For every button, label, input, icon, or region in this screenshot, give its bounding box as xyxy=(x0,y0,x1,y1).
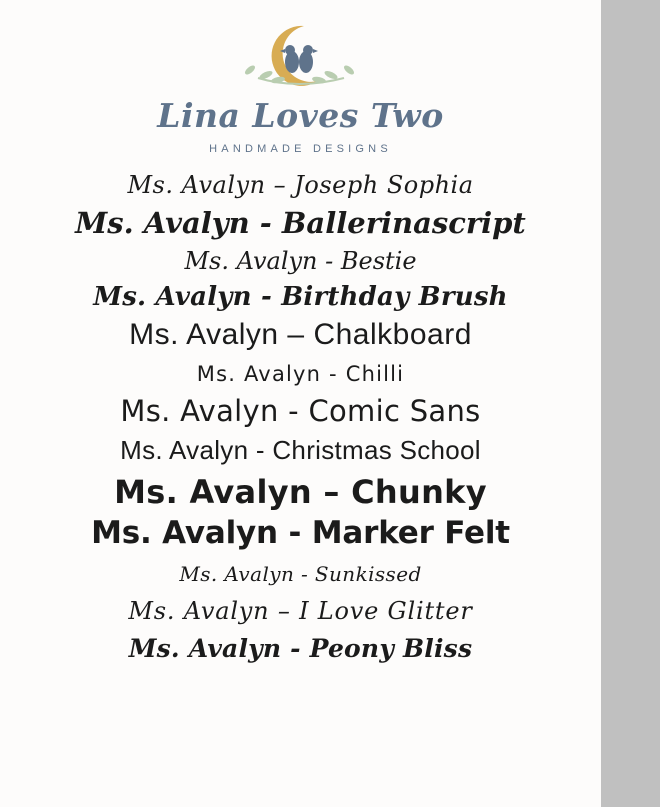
font-sample-row: Ms. Avalyn - Ballerinascript xyxy=(75,206,526,240)
page-edge-shadow xyxy=(601,0,660,807)
brand-tagline: HANDMADE DESIGNS xyxy=(209,143,392,156)
brand-logo xyxy=(0,18,601,155)
font-sample-row: Ms. Avalyn - Marker Felt xyxy=(91,515,510,551)
font-sample-row: Ms. Avalyn - Bestie xyxy=(184,247,417,275)
font-sample-list xyxy=(0,165,601,669)
brand-name: Lina Loves Two xyxy=(157,96,444,135)
font-sample-row: Ms. Avalyn – Chalkboard xyxy=(129,318,472,351)
font-sample-row: Ms. Avalyn - Comic Sans xyxy=(120,394,481,428)
font-sample-row: Ms. Avalyn – I Love Glitter xyxy=(128,597,473,625)
font-sample-row: Ms. Avalyn - Chilli xyxy=(196,362,405,386)
crescent-moon-with-two-birds-icon xyxy=(0,18,601,96)
font-sample-row: Ms. Avalyn – Chunky xyxy=(114,473,487,511)
font-sample-row: Ms. Avalyn - Birthday Brush xyxy=(93,282,508,312)
font-sample-row: Ms. Avalyn - Sunkissed xyxy=(179,562,422,586)
font-sample-row: Ms. Avalyn - Christmas School xyxy=(120,435,481,465)
font-sample-row: Ms. Avalyn – Joseph Sophia xyxy=(127,171,474,199)
font-sample-row: Ms. Avalyn - Peony Bliss xyxy=(128,634,473,663)
